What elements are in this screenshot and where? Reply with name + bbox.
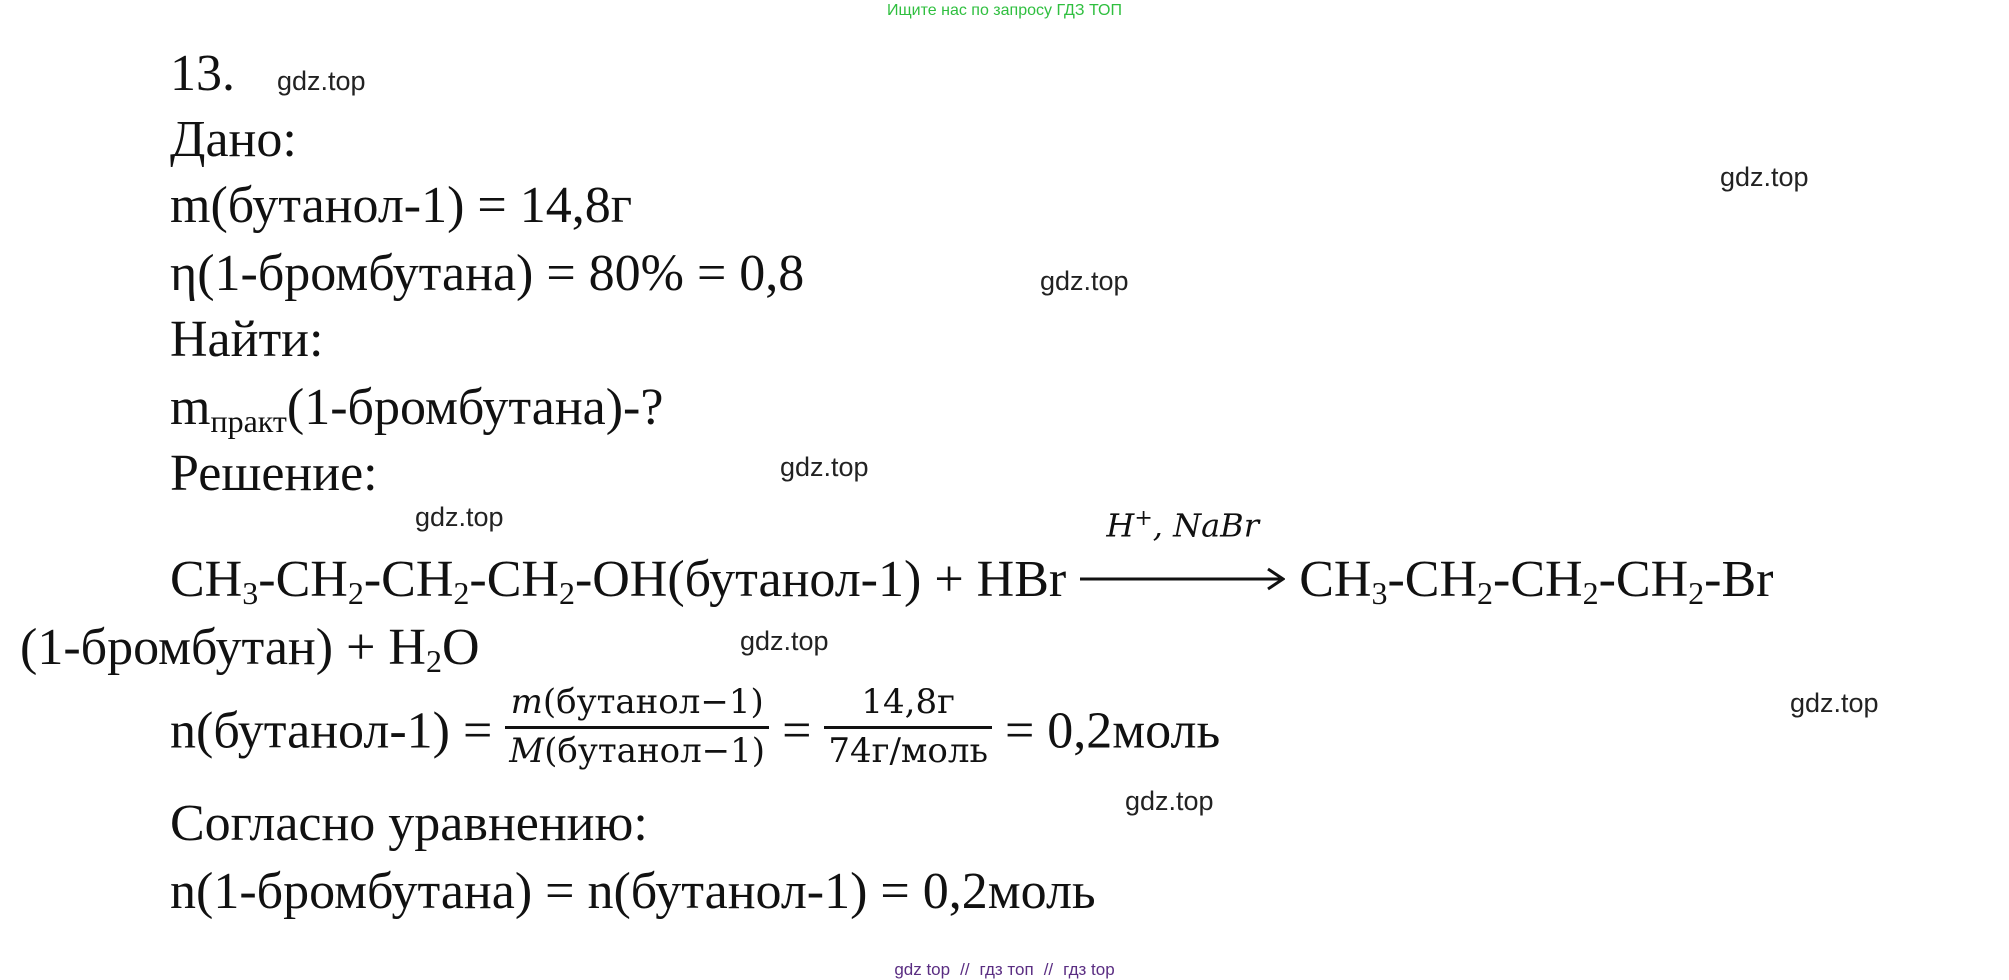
find-m: m: [170, 379, 211, 436]
product-sub: 2: [1582, 575, 1599, 611]
equals-sign: =: [769, 702, 825, 760]
find-subscript: практ: [210, 403, 287, 439]
product-part: (1-бромбутан) + H: [20, 619, 426, 676]
watermark: gdz.top: [1720, 162, 1809, 192]
final-equation: n(1-бромбутана) = n(бутанол-1) = 0,2моль: [170, 863, 1096, 920]
product-sub: 3: [1371, 575, 1388, 611]
reaction-conditions: [1080, 506, 1285, 545]
fraction-denominator: 74г/моль: [828, 730, 988, 771]
watermark: gdz.top: [415, 502, 504, 532]
reaction-arrow: [1080, 506, 1285, 606]
numerator-rest: (бутанол−1): [542, 682, 764, 722]
condition-plus: +: [1134, 506, 1153, 531]
fraction-denominator: [505, 729, 769, 775]
watermark: gdz.top: [740, 626, 829, 656]
footer-link[interactable]: гдз top: [1063, 960, 1115, 979]
reactant-part: -CH: [469, 551, 559, 608]
condition-h: H: [1106, 506, 1135, 545]
reactant-sub: 3: [242, 575, 259, 611]
right-arrow-icon: [1080, 566, 1285, 592]
reactant-sub: 2: [453, 575, 470, 611]
find-target: [170, 379, 664, 439]
calc-result: = 0,2моль: [991, 702, 1221, 760]
product-sub: 2: [1477, 575, 1494, 611]
solution-heading: Решение:: [170, 445, 378, 502]
product-part: CH: [1299, 551, 1372, 608]
var-m: m: [510, 682, 543, 722]
fraction-values: [824, 680, 992, 775]
reactant-sub: 2: [558, 575, 575, 611]
reactant-part: CH: [170, 551, 243, 608]
denominator-rest: (бутанол−1): [544, 730, 766, 771]
find-rest: (1-бромбутана)-?: [286, 379, 664, 436]
fraction-numerator: 14,8г: [824, 680, 992, 729]
product-part: -Br: [1704, 551, 1774, 608]
top-banner: Ищите нас по запросу ГДЗ ТОП: [887, 2, 1122, 19]
reactant-part: -CH: [363, 551, 454, 608]
reaction-equation-continued: [20, 619, 480, 679]
given-mass: m(бутанол-1) = 14,8г: [170, 177, 633, 234]
footer-separator: //: [1043, 960, 1054, 979]
watermark: gdz.top: [277, 66, 366, 96]
footer-link[interactable]: гдз топ: [979, 960, 1034, 979]
var-M: M: [509, 730, 545, 771]
product-part: -CH: [1387, 551, 1478, 608]
product-part: O: [441, 619, 480, 676]
reactant-part: -OH(бутанол-1) + HBr: [574, 551, 1067, 608]
reactant-part: -CH: [258, 551, 348, 608]
reactant-sub: 2: [347, 575, 364, 611]
watermark: gdz.top: [1125, 786, 1214, 816]
fraction-mass-over-molar: [505, 680, 769, 775]
product-part: -CH: [1598, 551, 1689, 608]
watermark: gdz.top: [1790, 688, 1879, 718]
footer-link[interactable]: gdz top: [894, 960, 951, 979]
product-part: -CH: [1493, 551, 1583, 608]
watermark: gdz.top: [1040, 266, 1129, 296]
water-sub: 2: [425, 643, 442, 679]
product-sub: 2: [1688, 575, 1705, 611]
footer: [0, 960, 2009, 980]
calc-lhs: n(бутанол-1) =: [170, 702, 506, 760]
problem-number: 13.: [170, 45, 235, 102]
footer-separator: //: [960, 960, 970, 979]
fraction-numerator: [505, 680, 769, 729]
given-heading: Дано:: [170, 111, 297, 168]
find-heading: Найти:: [170, 311, 324, 368]
watermark: gdz.top: [780, 452, 869, 482]
moles-calculation: [170, 682, 1221, 783]
condition-nabr: , NaBr: [1152, 506, 1259, 545]
according-heading: Согласно уравнению:: [170, 795, 648, 852]
given-yield: η(1-бромбутана) = 80% = 0,8: [170, 245, 805, 302]
